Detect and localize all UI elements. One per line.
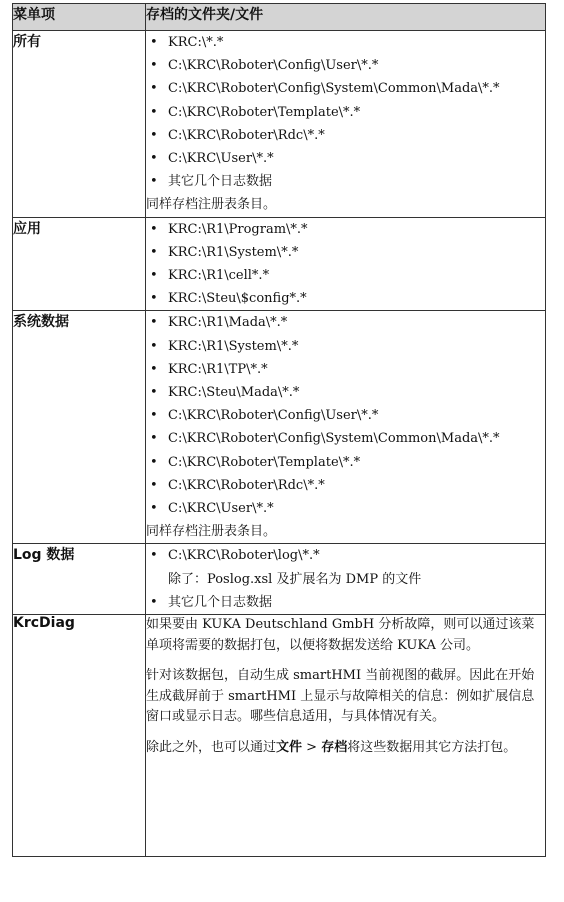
header-archived-files: 存档的文件夹/文件 [146,4,546,31]
file-list-cell [146,311,546,544]
bullet-icon: • [150,477,158,493]
bullet-icon: • [150,127,158,143]
list-item: • KRC:\Steu\Mada\*.* [146,381,545,404]
menu-path-file: 文件 [276,739,303,755]
list-item: • KRC:\R1\Program\*.* [146,218,545,241]
file-list [146,218,545,311]
registry-note: 同样存档注册表条目。 [146,524,277,540]
archive-table [12,3,546,857]
file-list [146,31,545,193]
bullet-icon: • [150,431,158,447]
bullet-icon: • [150,35,158,50]
table-row [13,217,546,311]
bullet-icon: • [150,501,158,517]
bullet-icon: • [150,338,158,354]
file-list [146,311,545,520]
list-item: • 其它几个日志数据 [146,591,545,614]
bullet-icon: • [150,268,158,284]
list-item: • KRC:\R1\System\*.* [146,241,545,264]
list-item: • C:\KRC\Roboter\Config\User\*.* [146,404,545,427]
description-paragraph: 如果要由 KUKA Deutschland GmbH 分析故障，则可以通过该菜单项将需要的数据打包，以便将数据发送给 KUKA 公司。 [146,617,535,653]
header-menu-item: 菜单项 [13,4,146,31]
list-item: • C:\KRC\Roboter\Config\System\Common\Mada\*.* [146,77,545,100]
description-paragraph: 针对该数据包，自动生成 smartHMI 当前视图的截屏。因此在开始生成截屏前于 smartHMI 上显示与故障相关的信息：例如扩展信息窗口或显示日志。哪些信息适用，与具体情况有关。 [146,668,535,725]
bullet-icon: • [150,361,158,377]
list-item: • KRC:\Steu\$config*.* [146,287,545,310]
bullet-icon: • [150,151,158,167]
list-item: • KRC:\R1\cell*.* [146,264,545,287]
table-row [13,311,546,544]
menu-item-cell: Log 数据 [13,544,146,615]
menu-item-cell: KrcDiag [13,615,146,857]
bullet-icon: • [150,291,158,307]
list-item: • KRC:\R1\TP\*.* [146,358,545,381]
list-item: • 其它几个日志数据 [146,170,545,193]
bullet-icon: • [150,385,158,401]
exception-note: 除了：Poslog.xsl 及扩展名为 DMP 的文件 [168,571,422,587]
bullet-icon: • [150,81,158,97]
registry-note: 同样存档注册表条目。 [146,197,277,213]
bullet-icon: • [150,244,158,260]
list-item: • KRC:\*.* [146,31,545,54]
file-list-cell [146,217,546,311]
bullet-icon: • [150,58,158,74]
list-item: • C:\KRC\Roboter\Rdc\*.* [146,124,545,147]
menu-item-cell: 应用 [13,217,146,311]
list-item: • C:\KRC\User\*.* [146,147,545,170]
table-row [13,544,546,615]
table-header-row [13,4,546,31]
menu-path-archive: 存档 [321,739,348,755]
table-row [13,31,546,218]
bullet-icon: • [150,104,158,120]
bullet-icon: • [150,174,158,190]
list-item: • C:\KRC\Roboter\Rdc\*.* [146,474,545,497]
bullet-icon: • [150,548,158,564]
table-row [13,615,546,857]
bullet-icon: • [150,454,158,470]
list-item: • KRC:\R1\System\*.* [146,335,545,358]
description-paragraph: 除此之外，也可以通过文件 > 存档将这些数据用其它方法打包。 [146,739,517,755]
bullet-icon: • [150,315,158,331]
list-item: • C:\KRC\Roboter\Template\*.* [146,101,545,124]
file-list-cell [146,544,546,615]
menu-item-cell: 系统数据 [13,311,146,544]
list-item: • C:\KRC\Roboter\Template\*.* [146,451,545,474]
list-item: • C:\KRC\Roboter\log\*.* 除了：Poslog.xsl 及扩展名为 DMP 的文件 [146,544,545,590]
bullet-icon: • [150,408,158,424]
list-item: • KRC:\R1\Mada\*.* [146,311,545,334]
file-list [146,544,545,614]
bullet-icon: • [150,221,158,237]
list-item: • C:\KRC\Roboter\Config\User\*.* [146,54,545,77]
list-item: • C:\KRC\User\*.* [146,497,545,520]
menu-item-cell: 所有 [13,31,146,218]
file-list-cell [146,31,546,218]
description-cell [146,615,546,857]
bullet-icon: • [150,594,158,610]
list-item: • C:\KRC\Roboter\Config\System\Common\Mada\*.* [146,427,545,450]
